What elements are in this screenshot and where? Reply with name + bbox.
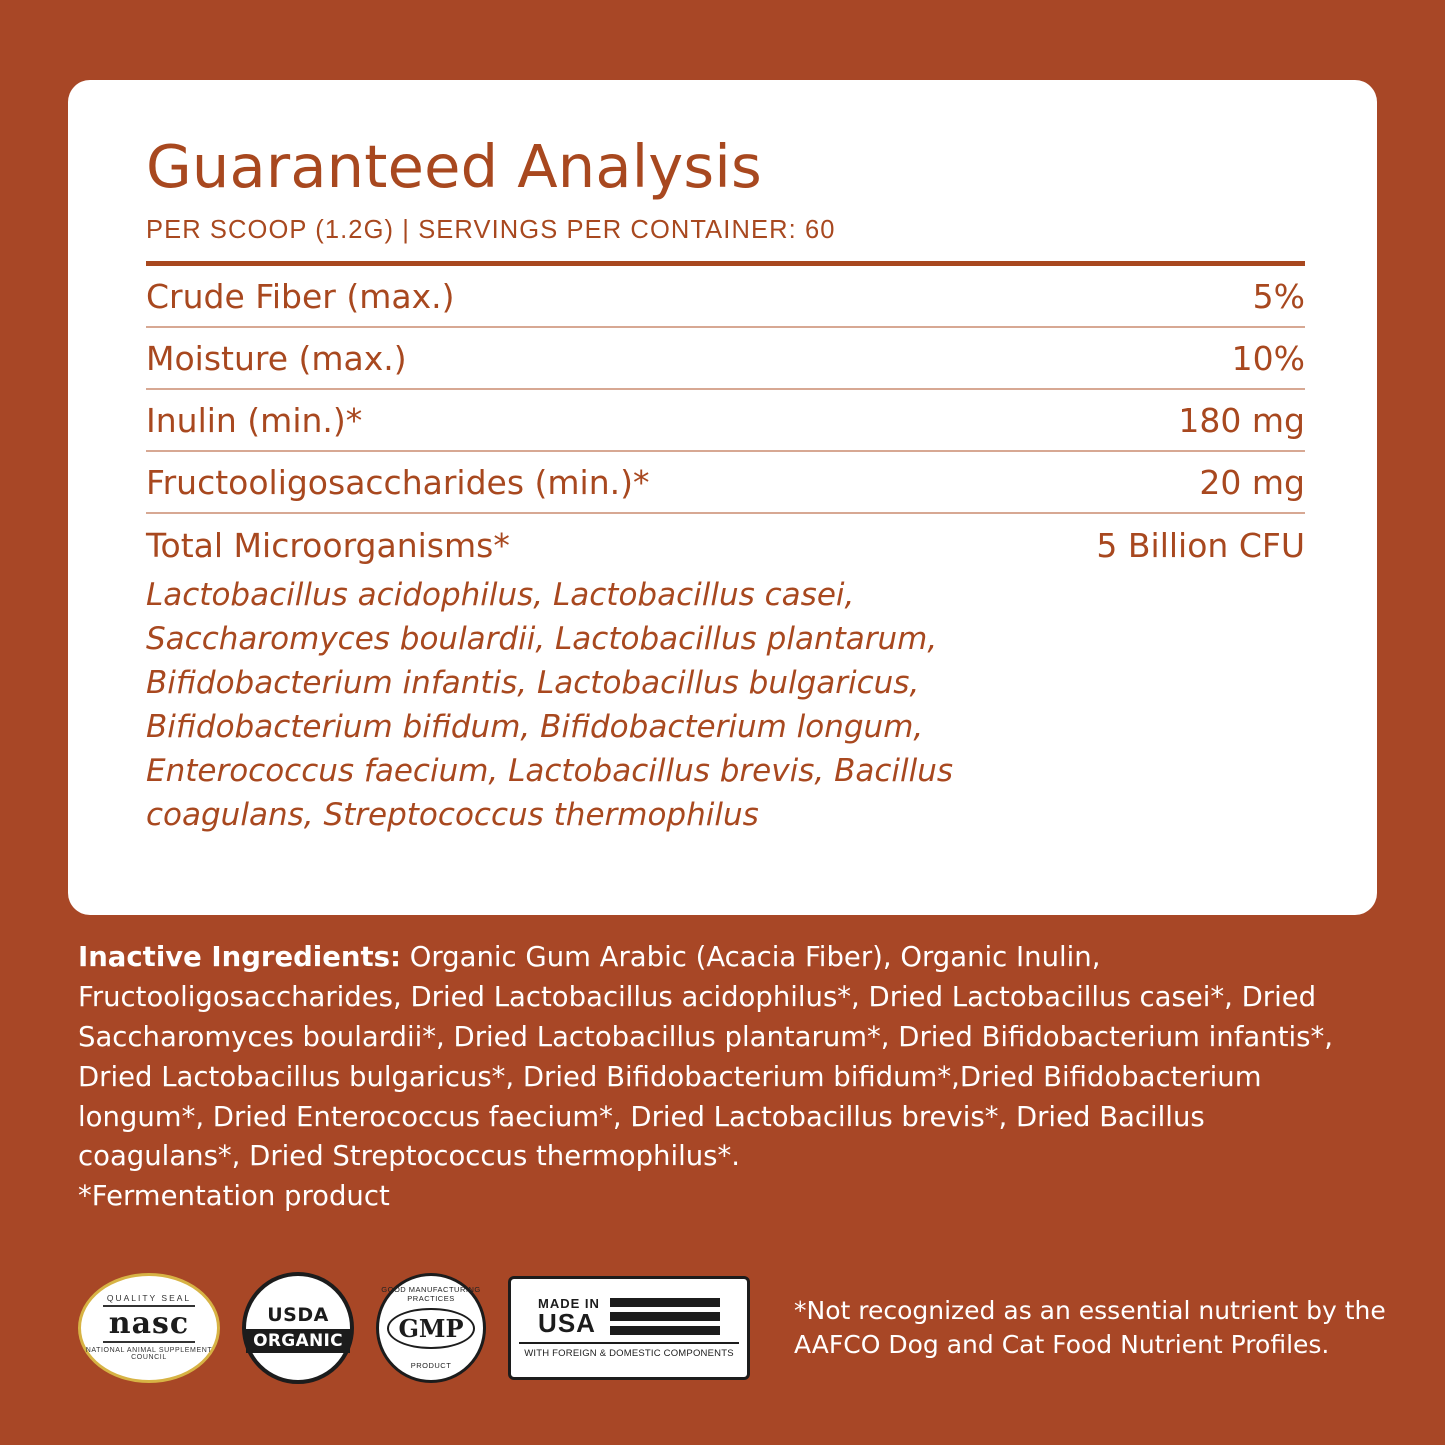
- nutrient-label: Inulin (min.)*: [146, 400, 363, 440]
- nutrient-label: Total Microorganisms*: [146, 525, 510, 565]
- fermentation-footnote: *Fermentation product: [78, 1180, 390, 1213]
- nutrient-value: 20 mg: [1199, 462, 1305, 502]
- nutrient-label: Crude Fiber (max.): [146, 276, 455, 316]
- table-row: [146, 514, 1305, 575]
- nasc-top-text: QUALITY SEAL: [106, 1293, 192, 1304]
- gmp-mid-text: GMP: [387, 1308, 474, 1349]
- inactive-ingredients-block: [78, 938, 1368, 1217]
- made-in-usa-text: [538, 1297, 600, 1336]
- inactive-heading-text: Inactive Ingredients:: [78, 941, 401, 973]
- gmp-bottom-text: PRODUCT: [410, 1361, 452, 1370]
- nutrient-value: 5 Billion CFU: [1096, 525, 1305, 565]
- nasc-mid-text: nasc: [103, 1305, 195, 1343]
- nutrient-label: Fructooligosaccharides (min.)*: [146, 462, 650, 502]
- aafco-disclaimer: *Not recognized as an essential nutrient by the AAFCO Dog and Cat Food Nutrient Profiles.: [794, 1295, 1386, 1359]
- made-in-usa-line1: MADE IN: [538, 1296, 600, 1311]
- gmp-seal-icon: [376, 1273, 486, 1383]
- nasc-bottom-text: NATIONAL ANIMAL SUPPLEMENT COUNCIL: [85, 1346, 213, 1362]
- made-in-usa-seal-icon: [508, 1276, 750, 1380]
- nutrient-label: Moisture (max.): [146, 338, 407, 378]
- usda-line2: ORGANIC: [246, 1329, 350, 1353]
- serving-info: PER SCOOP (1.2G) | SERVINGS PER CONTAINER: 60: [146, 215, 836, 244]
- certification-seals: [78, 1272, 1414, 1384]
- made-in-usa-line2: USA: [538, 1308, 596, 1338]
- nasc-seal-icon: [78, 1273, 220, 1383]
- strain-list: Lactobacillus acidophilus, Lactobacillus casei, Saccharomyces boulardii, Lactobacillus plantarum, Bifidobacterium infantis, Lactobacillus bulgaricus, Bifidobacterium bifidum, Bifidobacterium longum, Enterococcus faecium, Lactobacillus brevis, Bacillus coagulans, Streptococcus thermophilus: [146, 576, 954, 834]
- inactive-ingredients-heading: [78, 941, 401, 973]
- flag-stripes-icon: [610, 1298, 720, 1335]
- page-title: Guaranteed Analysis: [146, 132, 762, 201]
- guaranteed-analysis-panel: [68, 80, 1377, 915]
- inactive-ingredients-text: Organic Gum Arabic (Acacia Fiber), Organic Inulin, Fructooligosaccharides, Dried Lactobacillus acidophilus*, Dried Lactobacillus casei*, Dried Saccharomyces boulardii*, Dried Lactobacillus plantarum*, Dried Bifidobacterium infantis*, Dried Lactobacillus bulgaricus*, Dried Bifidobacterium bifidum*,Dried Bifidobacterium longum*, Dried Enterococcus faecium*, Dried Lactobacillus brevis*, Dried Bacillus coagulans*, Dried Streptococcus thermophilus*.: [78, 941, 1333, 1173]
- made-in-usa-inner: [538, 1297, 720, 1336]
- table-row: [146, 390, 1305, 450]
- nutrient-value: 5%: [1252, 276, 1305, 316]
- table-row: [146, 328, 1305, 388]
- usda-line1: USDA: [267, 1303, 329, 1326]
- usda-organic-seal-icon: [242, 1272, 354, 1384]
- table-row: [146, 452, 1305, 512]
- nutrient-value: 180 mg: [1178, 400, 1305, 440]
- gmp-top-text: GOOD MANUFACTURING PRACTICES: [381, 1285, 481, 1303]
- table-row: [146, 266, 1305, 326]
- nutrient-value: 10%: [1231, 338, 1305, 378]
- made-in-usa-footer: WITH FOREIGN & DOMESTIC COMPONENTS: [519, 1342, 739, 1359]
